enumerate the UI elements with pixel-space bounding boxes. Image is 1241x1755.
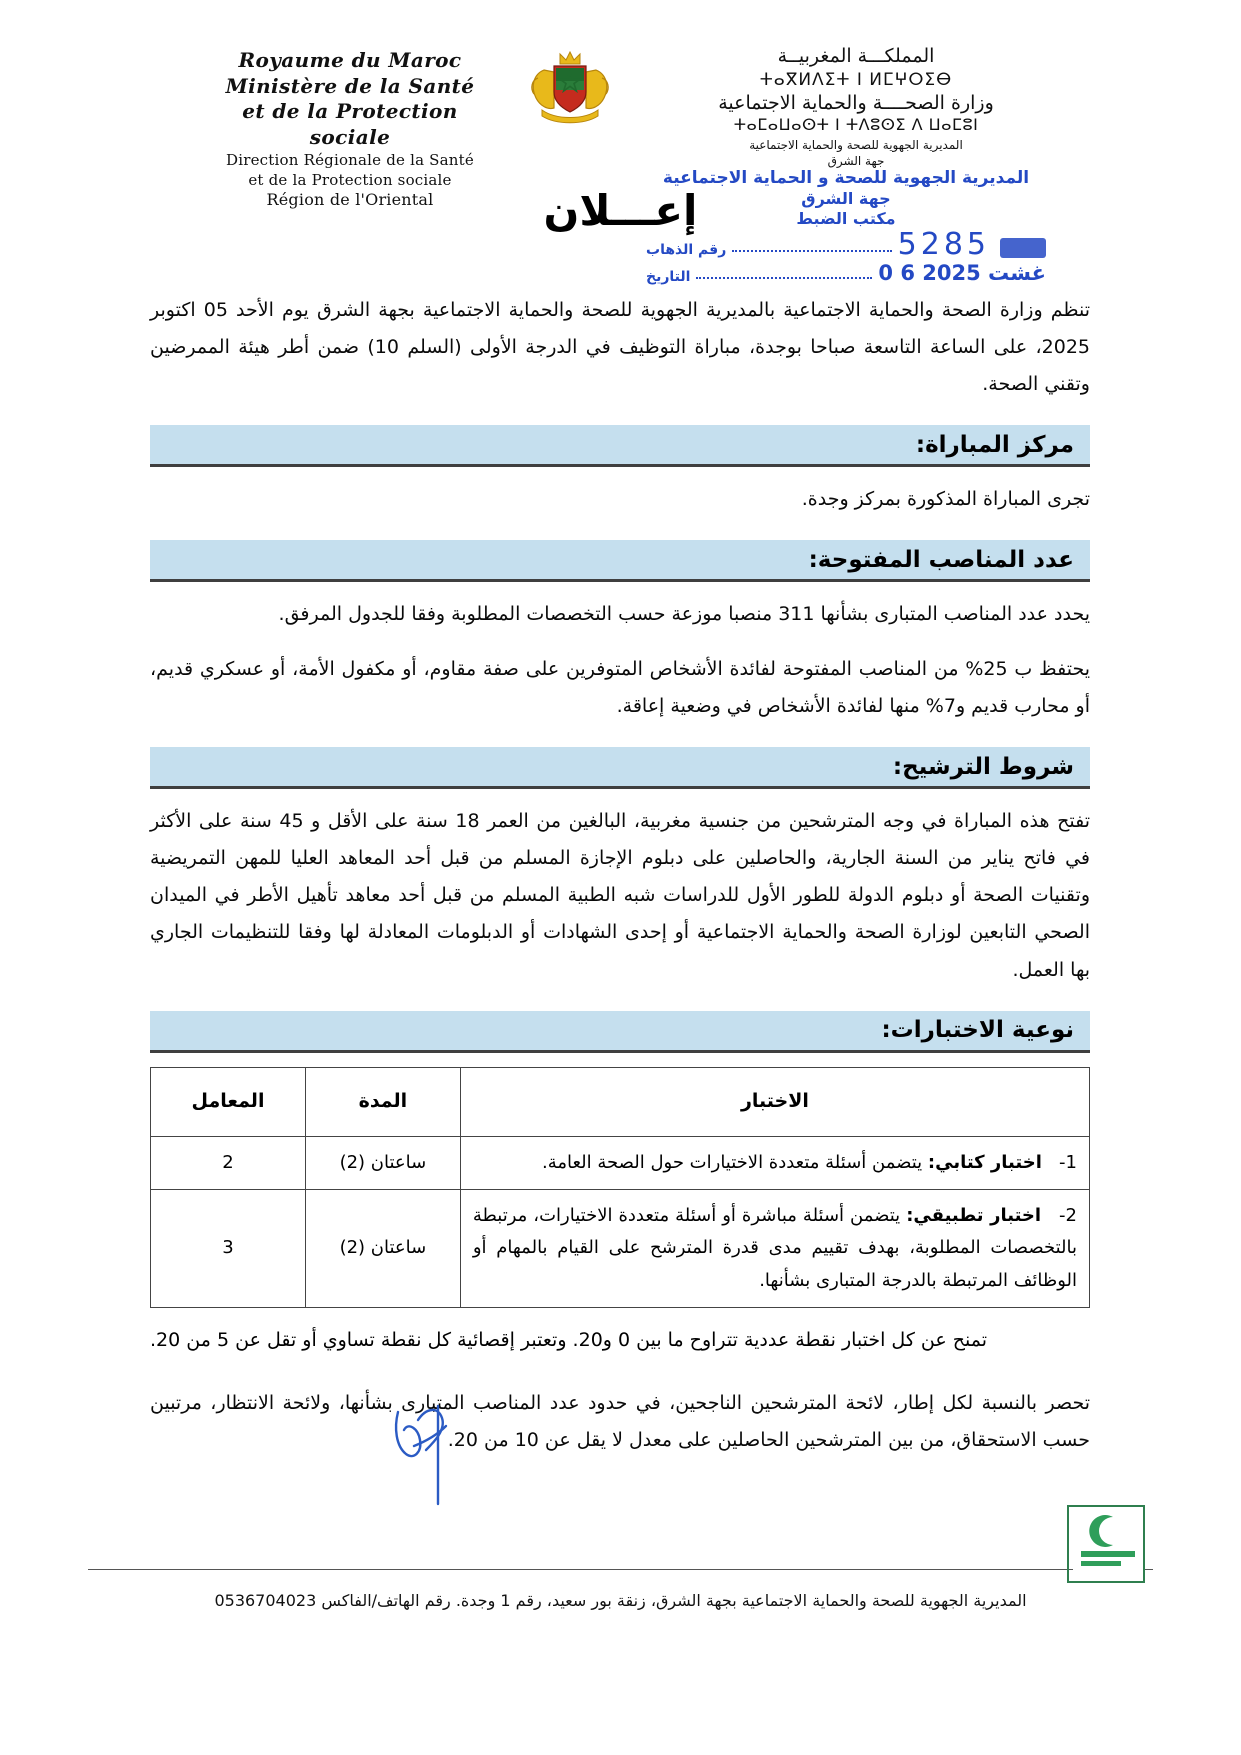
test-title: اختبار تطبيقي:	[906, 1204, 1042, 1226]
french-line-4: Direction Régionale de la Santé	[226, 151, 474, 170]
column-header-test: الاختبار	[460, 1067, 1089, 1136]
exam-types-table	[150, 1067, 1090, 1309]
stamp-date-label: التاريخ	[646, 269, 691, 285]
document-header	[0, 0, 1241, 285]
test-description: يتضمن أسئلة مباشرة أو أسئلة متعددة الاختيارات، مرتبطة بالتخصصات المطلوبة، بهدف تقييم مدى قدرة المترشح على القيام بالمهام أو الوظائف المرتبطة بالدرجة المتبارى بشأنها.	[472, 1204, 1077, 1291]
stamp-number-row	[646, 227, 1046, 262]
cell-duration: ساعتان (2)	[305, 1136, 460, 1189]
cell-test-description	[460, 1136, 1089, 1189]
section-body-exam-center	[150, 481, 1090, 518]
intro-paragraph: تنظم وزارة الصحة والحماية الاجتماعية بالمديرية الجهوية للصحة والحماية الاجتماعية بجهة الشرق يوم الأحد 05 اكتوبر 2025، على الساعة التاسعة صباحا بوجدة، مباراة التوظيف في الدرجة الأولى (السلم 10) ضمن أطر هيئة الممرضين وتقني الصحة.	[150, 299, 1090, 396]
document-footer	[0, 1547, 1241, 1667]
section-heading-exam-center	[150, 425, 1090, 467]
footer-contact-text: المديرية الجهوية للصحة والحماية الاجتماعية بجهة الشرق، زنقة بور سعيد، رقم 1 وجدة. رقم الهاتف/الفاكس 0536704023	[214, 1591, 1027, 1610]
section-heading-label: شروط الترشيح:	[892, 753, 1074, 780]
table-header-row	[151, 1067, 1090, 1136]
section-body-application-conditions	[150, 803, 1090, 988]
stamp-date-row	[646, 261, 1046, 285]
registry-stamp	[646, 168, 1046, 285]
french-line-1: Royaume du Maroc	[238, 48, 462, 72]
morocco-coat-of-arms-icon	[522, 48, 618, 128]
paragraph: يحتفظ ب 25% من المناصب المفتوحة لفائدة الأشخاص المتوفرين على صفة مقاوم، أو مكفول الأمة، أو عسكري قديم، أو محارب قديم و7% منها لفائدة الأشخاص في وضعية إعاقة.	[150, 658, 1090, 718]
cell-test-description	[460, 1189, 1089, 1307]
french-line-2: Ministère de la Santé	[225, 73, 475, 98]
paragraph: تجرى المباراة المذكورة بمركز وجدة.	[801, 488, 1090, 511]
arabic-header-block	[671, 44, 1041, 169]
note-scoring: تمنح عن كل اختبار نقطة عددية تتراوح ما بين 0 و20. وتعتبر إقصائية كل نقطة تساوي أو تقل عن 5 من 20.	[150, 1329, 988, 1352]
arabic-line-1: المملكـــة المغربيــة	[777, 45, 935, 67]
arabic-line-3: المديرية الجهوية للصحة والحماية الاجتماعية	[749, 138, 963, 153]
cell-coefficient: 3	[151, 1189, 306, 1307]
stamp-number-label: رقم الذهاب	[646, 242, 727, 258]
stamp-line-2: جهة الشرق	[801, 189, 891, 208]
footer-divider	[88, 1569, 1153, 1570]
ministry-logo-icon	[1067, 1505, 1145, 1583]
column-header-duration: المدة	[305, 1067, 460, 1136]
section-heading-exam-types	[150, 1011, 1090, 1053]
handwritten-signature-icon	[380, 1400, 500, 1520]
table-row	[151, 1189, 1090, 1307]
cell-duration: ساعتان (2)	[305, 1189, 460, 1307]
note-ranking: تحصر بالنسبة لكل إطار، لائحة المترشحين الناجحين، في حدود عدد المناصب المتبارى بشأنها، ولائحة الانتظار، مرتبين حسب الاستحقاق، من بين المترشحين الحاصلين على معدل لا يقل عن 10 من 20.	[150, 1392, 1090, 1452]
paragraph: تفتح هذه المباراة في وجه المترشحين من جنسية مغربية، البالغين من العمر 18 سنة على الأقل و 45 سنة على الأكثر في فاتح يناير من السنة الجارية، والحاصلين على دبلوم الإجازة المسلم من قبل أحد المعاهد العليا للمهن التمريضية وتقنيات الصحة أو دبلوم الدولة للطور الأول للدراسات شبه الطبية المسلم من قبل أحد معاهد تأهيل الأطر في الميدان الصحي التابعين لوزارة الصحة والحماية الاجتماعية أو إحدى الشهادات أو الدبلومات المعادلة لها وفقا للتنظيمات الجاري بها العمل.	[150, 810, 1090, 981]
test-description: يتضمن أسئلة متعددة الاختيارات حول الصحة العامة.	[541, 1151, 923, 1173]
stamp-line-3: مكتب الضبط	[796, 209, 896, 228]
paragraph: يحدد عدد المناصب المتبارى بشأنها 311 منصبا موزعة حسب التخصصات المطلوبة وفقا للجدول المرفق.	[278, 603, 1090, 626]
section-body-open-positions	[150, 596, 1090, 725]
french-line-3: et de la Protection sociale	[242, 99, 458, 149]
stamp-dotted-leader	[732, 249, 891, 252]
page-title: إعـــلان	[543, 186, 698, 235]
stamp-date-value: 0 6 غشت 2025	[878, 261, 1046, 285]
stamp-dotted-leader-2	[696, 276, 872, 279]
test-index: 1-	[1059, 1151, 1077, 1173]
section-heading-label: مركز المباراة:	[915, 431, 1074, 458]
section-heading-label: نوعية الاختبارات:	[881, 1017, 1074, 1044]
tifinagh-line-2: ⵜⴰⵎⴰⵡⴰⵙⵜ ⵏ ⵜⴷⵓⵙⵉ ⴷ ⵡⴰⵎⵓⵏ	[733, 115, 979, 135]
french-line-5: et de la Protection sociale	[248, 170, 452, 189]
test-index: 2-	[1059, 1204, 1077, 1226]
section-heading-open-positions	[150, 540, 1090, 582]
tifinagh-line-1: ⵜⴰⴳⵍⴷⵉⵜ ⵏ ⵍⵎⵖⵔⵉⴱ	[759, 69, 953, 90]
table-row	[151, 1136, 1090, 1189]
section-heading-application-conditions	[150, 747, 1090, 789]
test-title: اختبار كتابي:	[927, 1151, 1042, 1173]
arabic-line-2: وزارة الصحــــة والحماية الاجتماعية	[718, 91, 994, 114]
arabic-line-4: جهة الشرق	[827, 153, 885, 168]
section-heading-label: عدد المناصب المفتوحة:	[808, 546, 1074, 573]
column-header-coefficient: المعامل	[151, 1067, 306, 1136]
stamp-line-1: المديرية الجهوية للصحة و الحماية الاجتماعية	[662, 168, 1030, 188]
stamp-number-value: 5285	[897, 227, 990, 262]
stamp-ink-blob-icon	[1000, 238, 1046, 258]
document-body	[150, 292, 1090, 1477]
french-line-6: Région de l'Oriental	[266, 189, 434, 209]
cell-coefficient: 2	[151, 1136, 306, 1189]
